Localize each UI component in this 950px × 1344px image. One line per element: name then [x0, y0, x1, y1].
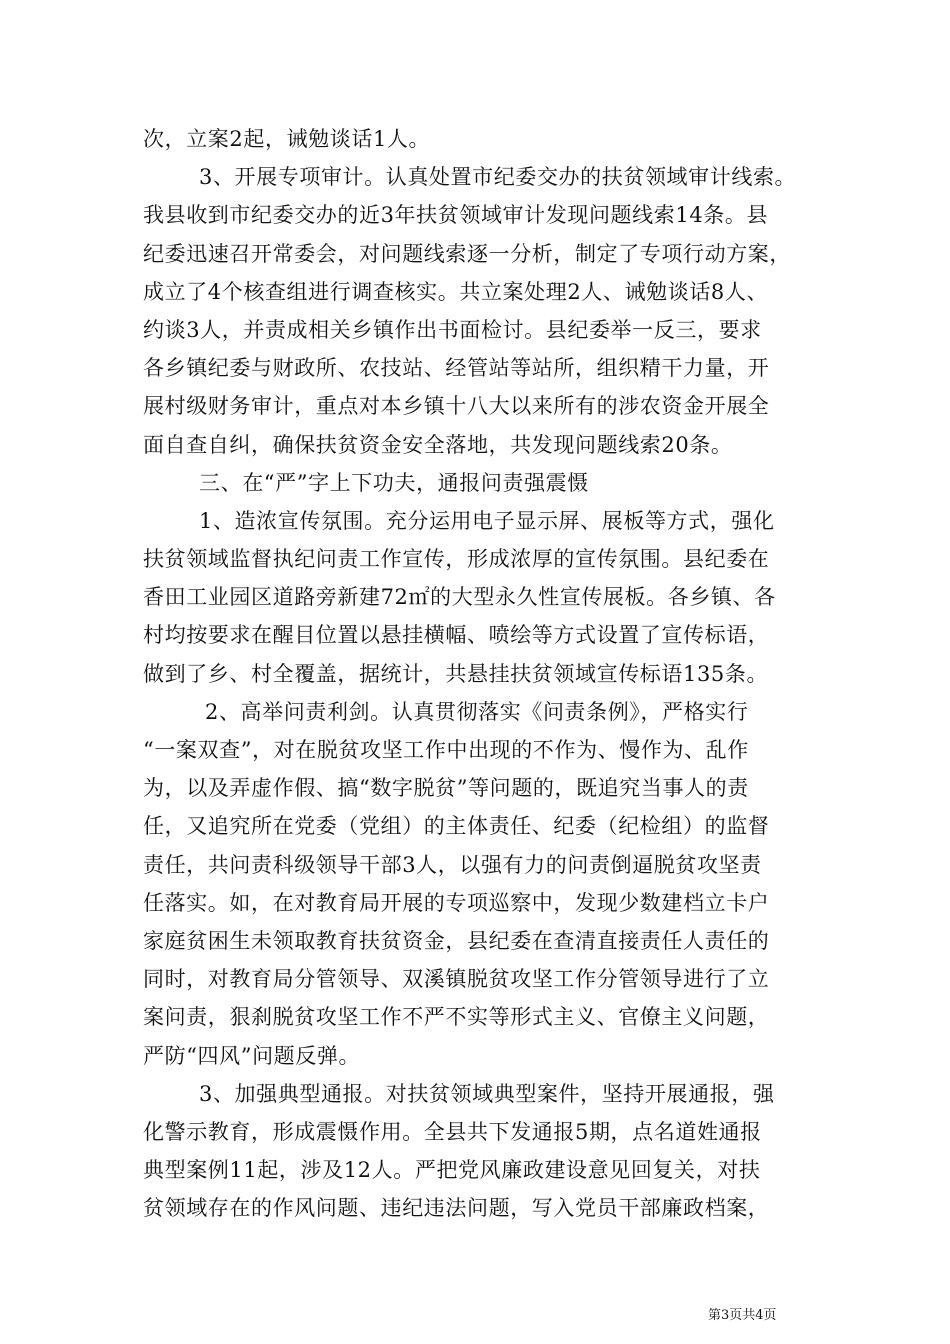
section-heading-audit: 3、开展专项审计。认真处置市纪委交办的扶贫领域审计线索。 — [199, 165, 797, 190]
section-heading-publicity: 1、造浓宣传氛围。充分运用电子显示屏、展板等方式，强化 — [199, 508, 775, 533]
text-line: 成立了4个核查组进行调查核实。共立案处理2人、诫勉谈话8人、 — [143, 279, 769, 304]
text-line: 化警示教育，形成震慑作用。全县共下发通报5期，点名道姓通报 — [143, 1119, 762, 1144]
text-line: 严防“四风”问题反弹。 — [143, 1043, 361, 1068]
text-line: 任落实。如，在对教育局开展的专项巡察中，发现少数建档立卡户 — [143, 890, 770, 915]
text-line: 做到了乡、村全覆盖，据统计，共悬挂扶贫领域宣传标语135条。 — [143, 661, 769, 686]
text-line: 贫领域存在的作风问题、违纪违法问题，写入党员干部廉政档案， — [143, 1196, 770, 1221]
text-line: 案问责，狠刹脱贫攻坚工作不严不实等形式主义、官僚主义问题， — [143, 1005, 770, 1030]
text-line: 展村级财务审计，重点对本乡镇十八大以来所有的涉农资金开展全 — [143, 394, 770, 419]
text-line: 家庭贫困生未领取教育扶贫资金，县纪委在查清直接责任人责任的 — [143, 928, 770, 953]
text-line: 扶贫领域监督执纪问责工作宣传，形成浓厚的宣传氛围。县纪委在 — [143, 547, 770, 572]
text-line: 次，立案2起，诫勉谈话1人。 — [143, 127, 431, 151]
text-line: 典型案例11起，涉及12人。严把党风廉政建设意见回复关，对扶 — [143, 1158, 761, 1183]
text-line: 各乡镇纪委与财政所、农技站、经管站等站所，组织精干力量，开 — [143, 356, 770, 381]
text-line: 任，又追究所在党委（党组）的主体责任、纪委（纪检组）的监督 — [143, 814, 770, 839]
text-line: 我县收到市纪委交办的近3年扶贫领域审计发现问题线索14条。县 — [143, 203, 769, 228]
text-line: 责任，共问责科级领导干部3人，以强有力的问责倒逼脱贫攻坚责 — [143, 852, 762, 877]
text-line: 村均按要求在醒目位置以悬挂横幅、喷绘等方式设置了宣传标语， — [143, 623, 770, 648]
text-line: 约谈3人，并责成相关乡镇作出书面检讨。县纪委举一反三，要求 — [143, 317, 762, 342]
section-heading-strict: 三、在“严”字上下功夫，通报问责强震慑 — [199, 470, 589, 495]
page-number: 第3页共4页 — [708, 1308, 777, 1323]
text-line: 为，以及弄虚作假、搞“数字脱贫”等问题的，既追究当事人的责 — [143, 776, 749, 801]
text-line: 面自查自纠，确保扶贫资金安全落地，共发现问题线索20条。 — [143, 432, 733, 457]
document-body — [143, 120, 813, 1227]
section-heading-notification: 3、加强典型通报。对扶贫领域典型案件，坚持开展通报，强 — [199, 1081, 775, 1106]
text-line: 香田工业园区道路旁新建72㎡的大型永久性宣传展板。各乡镇、各 — [143, 585, 776, 610]
text-line: “一案双查”，对在脱贫攻坚工作中出现的不作为、慢作为、乱作 — [143, 738, 749, 762]
text-line: 纪委迅速召开常委会，对问题线索逐一分析，制定了专项行动方案， — [143, 241, 791, 266]
text-line: 同时，对教育局分管领导、双溪镇脱贫攻坚工作分管领导进行了立 — [143, 967, 770, 992]
section-heading-accountability: 2、高举问责利剑。认真贯彻落实《问责条例》，严格实行 — [205, 699, 749, 724]
